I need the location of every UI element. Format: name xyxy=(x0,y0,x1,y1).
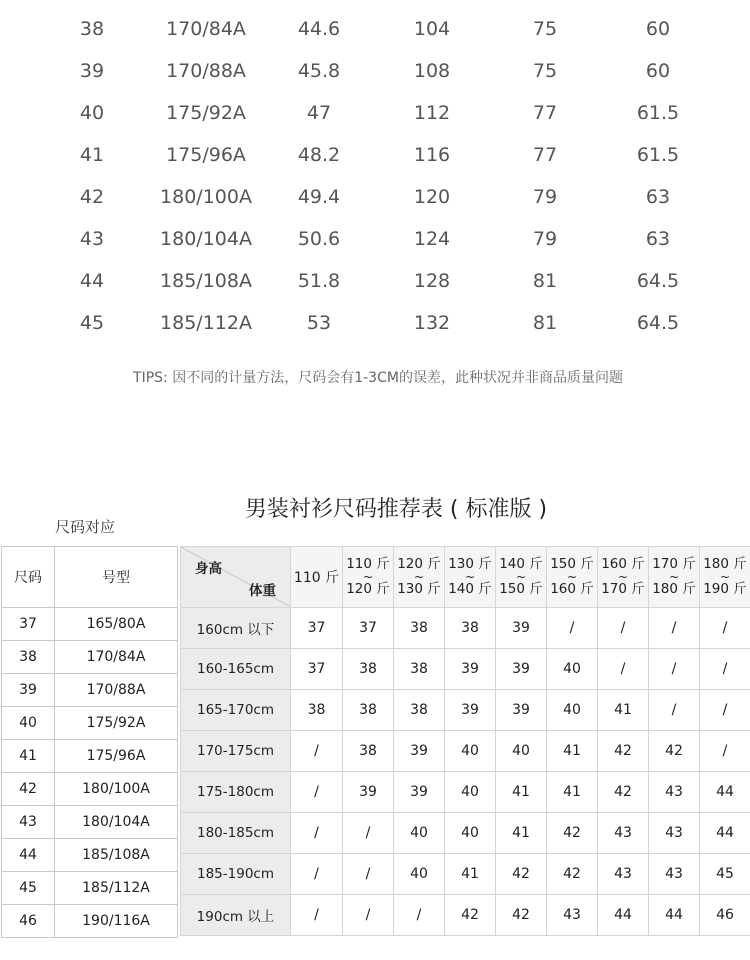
size-cell: 45 xyxy=(2,872,55,905)
size-measure-cell: 75 xyxy=(532,60,558,82)
recommended-size-cell: / xyxy=(343,895,394,936)
size-measure-cell: 61.5 xyxy=(636,102,680,124)
weight-range-from: 150 斤 xyxy=(550,556,594,572)
recommended-size-cell: / xyxy=(598,608,649,649)
recommended-size-cell: 43 xyxy=(598,854,649,895)
recommended-size-cell: 41 xyxy=(445,854,496,895)
recommended-size-cell: 45 xyxy=(700,854,750,895)
recommended-size-cell: / xyxy=(547,608,598,649)
size-cell: 44 xyxy=(2,839,55,872)
recommended-size-cell: 40 xyxy=(496,731,547,772)
recommended-size-cell: / xyxy=(649,690,700,731)
corner-header xyxy=(181,547,291,608)
recommended-size-cell: / xyxy=(343,813,394,854)
size-measure-row xyxy=(0,8,750,50)
height-range-label: 160cm 以下 xyxy=(181,608,291,649)
size-measure-cell: 50.6 xyxy=(297,228,341,250)
model-cell: 180/100A xyxy=(55,773,178,806)
recommended-size-cell: 40 xyxy=(394,854,445,895)
size-measure-cell: 170/84A xyxy=(166,18,246,40)
recommended-size-cell: 41 xyxy=(496,772,547,813)
recommended-size-cell: 42 xyxy=(496,895,547,936)
size-measure-cell: 116 xyxy=(413,144,451,166)
model-cell: 175/92A xyxy=(55,707,178,740)
size-measure-cell: 81 xyxy=(532,312,558,334)
recommended-size-cell: / xyxy=(343,854,394,895)
table-row xyxy=(181,690,750,731)
header-size: 尺码 xyxy=(2,547,55,608)
size-measure-cell: 38 xyxy=(79,18,105,40)
recommended-size-cell: 44 xyxy=(598,895,649,936)
size-measure-cell: 79 xyxy=(532,186,558,208)
weight-range-tilde: ~ xyxy=(719,570,731,584)
recommended-size-cell: / xyxy=(291,772,343,813)
recommended-size-cell: 41 xyxy=(547,731,598,772)
size-measure-row xyxy=(0,260,750,302)
recommended-size-cell: 40 xyxy=(445,772,496,813)
size-cell: 40 xyxy=(2,707,55,740)
size-measure-cell: 49.4 xyxy=(297,186,341,208)
recommended-size-cell: 42 xyxy=(598,772,649,813)
recommended-size-cell: 41 xyxy=(547,772,598,813)
subtitle-size-correspondence: 尺码对应 xyxy=(55,518,116,536)
size-measure-cell: 63 xyxy=(645,186,671,208)
weight-range-to: 160 斤 xyxy=(550,581,594,597)
weight-range-to: 180 斤 xyxy=(652,581,696,597)
size-measure-cell: 39 xyxy=(79,60,105,82)
size-measure-cell: 81 xyxy=(532,270,558,292)
table-row xyxy=(181,895,750,936)
size-measure-cell: 64.5 xyxy=(636,270,680,292)
size-measure-cell: 180/104A xyxy=(160,228,252,250)
weight-range-to: 150 斤 xyxy=(499,581,543,597)
recommended-size-cell: / xyxy=(291,813,343,854)
weight-column-header xyxy=(700,547,750,608)
weight-range-to: 190 斤 xyxy=(703,581,747,597)
recommended-size-cell: 43 xyxy=(598,813,649,854)
weight-column-header xyxy=(343,547,394,608)
recommended-size-cell: 37 xyxy=(343,608,394,649)
model-cell: 185/112A xyxy=(55,872,178,905)
recommended-size-cell: 40 xyxy=(547,649,598,690)
size-measure-cell: 185/108A xyxy=(160,270,252,292)
size-measure-cell: 44.6 xyxy=(297,18,341,40)
weight-range-from: 140 斤 xyxy=(499,556,543,572)
weight-range-from: 110 斤 xyxy=(346,556,390,572)
weight-range-from: 180 斤 xyxy=(703,556,747,572)
tips-note: TIPS: 因不同的计量方法，尺码会有1-3CM的误差，此种状况并非商品质量问题 xyxy=(133,370,623,386)
recommended-size-cell: / xyxy=(291,731,343,772)
size-measure-cell: 40 xyxy=(79,102,105,124)
table-row xyxy=(181,731,750,772)
size-measure-cell: 45.8 xyxy=(297,60,341,82)
recommended-size-cell: 39 xyxy=(496,690,547,731)
size-measure-row xyxy=(0,50,750,92)
size-cell: 37 xyxy=(2,608,55,641)
table-row xyxy=(2,773,178,806)
recommended-size-cell: 42 xyxy=(445,895,496,936)
recommended-size-cell: 46 xyxy=(700,895,750,936)
size-cell: 46 xyxy=(2,905,55,938)
size-cell: 39 xyxy=(2,674,55,707)
recommended-size-cell: 42 xyxy=(649,731,700,772)
weight-range-from: 170 斤 xyxy=(652,556,696,572)
size-measure-cell: 185/112A xyxy=(160,312,252,334)
table-row xyxy=(2,839,178,872)
size-cell: 42 xyxy=(2,773,55,806)
recommended-size-cell: 42 xyxy=(496,854,547,895)
recommended-size-cell: 43 xyxy=(649,854,700,895)
size-measure-cell: 63 xyxy=(645,228,671,250)
size-measure-list xyxy=(0,8,750,344)
size-measure-cell: 120 xyxy=(413,186,451,208)
size-measure-cell: 61.5 xyxy=(636,144,680,166)
weight-range-from: 110 斤 xyxy=(293,570,340,586)
weight-range-tilde: ~ xyxy=(617,570,629,584)
weight-column-header xyxy=(291,547,343,608)
size-measure-cell: 41 xyxy=(79,144,105,166)
recommended-size-cell: 37 xyxy=(291,608,343,649)
recommended-size-cell: 38 xyxy=(343,731,394,772)
model-cell: 175/96A xyxy=(55,740,178,773)
table-row xyxy=(181,854,750,895)
recommended-size-cell: 44 xyxy=(649,895,700,936)
height-range-label: 190cm 以上 xyxy=(181,895,291,936)
size-cell: 43 xyxy=(2,806,55,839)
size-measure-cell: 43 xyxy=(79,228,105,250)
size-cell: 38 xyxy=(2,641,55,674)
recommended-size-cell: 42 xyxy=(547,854,598,895)
weight-range-tilde: ~ xyxy=(464,570,476,584)
table-row xyxy=(2,740,178,773)
size-measure-cell: 124 xyxy=(413,228,451,250)
height-range-label: 165-170cm xyxy=(181,690,291,731)
size-measure-cell: 64.5 xyxy=(636,312,680,334)
weight-range-to: 140 斤 xyxy=(448,581,492,597)
weight-range-tilde: ~ xyxy=(668,570,680,584)
size-measure-cell: 79 xyxy=(532,228,558,250)
weight-column-header xyxy=(598,547,649,608)
recommended-size-cell: / xyxy=(700,608,750,649)
table-row xyxy=(2,872,178,905)
size-measure-cell: 47 xyxy=(306,102,332,124)
weight-range-tilde: ~ xyxy=(566,570,578,584)
size-measure-cell: 77 xyxy=(532,144,558,166)
recommended-size-cell: / xyxy=(291,854,343,895)
recommended-size-cell: 39 xyxy=(445,690,496,731)
weight-range-to: 170 斤 xyxy=(601,581,645,597)
size-measure-cell: 60 xyxy=(645,18,671,40)
table-row xyxy=(181,649,750,690)
size-measure-cell: 42 xyxy=(79,186,105,208)
recommended-size-cell: 40 xyxy=(445,731,496,772)
recommended-size-cell: 40 xyxy=(547,690,598,731)
size-measure-row xyxy=(0,134,750,176)
size-measure-cell: 108 xyxy=(413,60,451,82)
size-measure-row xyxy=(0,218,750,260)
recommended-size-cell: 38 xyxy=(343,690,394,731)
size-recommendation-table xyxy=(180,546,750,936)
recommended-size-cell: 39 xyxy=(394,731,445,772)
recommended-size-cell: 39 xyxy=(343,772,394,813)
recommended-size-cell: 40 xyxy=(394,813,445,854)
recommended-size-cell: 38 xyxy=(445,608,496,649)
size-cell: 41 xyxy=(2,740,55,773)
size-measure-cell: 44 xyxy=(79,270,105,292)
recommended-size-cell: 37 xyxy=(291,649,343,690)
recommended-size-cell: / xyxy=(394,895,445,936)
model-cell: 185/108A xyxy=(55,839,178,872)
recommended-size-cell: 39 xyxy=(496,608,547,649)
size-measure-cell: 51.8 xyxy=(297,270,341,292)
model-cell: 170/84A xyxy=(55,641,178,674)
size-measure-cell: 60 xyxy=(645,60,671,82)
height-range-label: 170-175cm xyxy=(181,731,291,772)
corner-height-label: 身高 xyxy=(195,561,222,577)
size-measure-row xyxy=(0,302,750,344)
table-row xyxy=(2,641,178,674)
model-cell: 190/116A xyxy=(55,905,178,938)
size-measure-cell: 180/100A xyxy=(160,186,252,208)
height-range-label: 180-185cm xyxy=(181,813,291,854)
recommended-size-cell: 38 xyxy=(394,608,445,649)
size-measure-cell: 170/88A xyxy=(166,60,246,82)
weight-column-header xyxy=(547,547,598,608)
weight-range-to: 130 斤 xyxy=(397,581,441,597)
weight-column-header xyxy=(394,547,445,608)
recommended-size-cell: 38 xyxy=(291,690,343,731)
size-measure-cell: 77 xyxy=(532,102,558,124)
recommended-size-cell: 39 xyxy=(394,772,445,813)
table-row xyxy=(2,707,178,740)
size-measure-row xyxy=(0,92,750,134)
recommended-size-cell: 38 xyxy=(343,649,394,690)
recommended-size-cell: / xyxy=(700,731,750,772)
weight-range-tilde: ~ xyxy=(413,570,425,584)
weight-range-from: 160 斤 xyxy=(601,556,645,572)
size-measure-cell: 132 xyxy=(413,312,451,334)
weight-column-header xyxy=(649,547,700,608)
page-title: 男装衬衫尺码推荐表 ( 标准版 ) xyxy=(244,497,548,522)
size-measure-cell: 45 xyxy=(79,312,105,334)
size-measure-cell: 112 xyxy=(413,102,451,124)
recommended-size-cell: 42 xyxy=(598,731,649,772)
model-cell: 170/88A xyxy=(55,674,178,707)
size-measure-cell: 128 xyxy=(413,270,451,292)
size-correspondence-table xyxy=(1,546,178,938)
recommended-size-cell: 38 xyxy=(394,690,445,731)
weight-column-header xyxy=(445,547,496,608)
recommended-size-cell: 39 xyxy=(445,649,496,690)
corner-weight-label: 体重 xyxy=(249,583,276,599)
size-measure-cell: 53 xyxy=(306,312,332,334)
header-model: 号型 xyxy=(55,547,178,608)
size-measure-cell: 75 xyxy=(532,18,558,40)
weight-range-from: 130 斤 xyxy=(448,556,492,572)
table-row xyxy=(2,608,178,641)
size-measure-cell: 175/96A xyxy=(166,144,246,166)
recommended-size-cell: 42 xyxy=(547,813,598,854)
recommended-size-cell: 44 xyxy=(700,813,750,854)
recommended-size-cell: 44 xyxy=(700,772,750,813)
recommended-size-cell: / xyxy=(291,895,343,936)
recommended-size-cell: / xyxy=(649,649,700,690)
weight-range-tilde: ~ xyxy=(362,570,374,584)
table-row xyxy=(181,608,750,649)
recommended-size-cell: 43 xyxy=(649,813,700,854)
size-measure-cell: 104 xyxy=(413,18,451,40)
model-cell: 165/80A xyxy=(55,608,178,641)
table-row xyxy=(181,813,750,854)
size-measure-cell: 48.2 xyxy=(297,144,341,166)
size-measure-cell: 175/92A xyxy=(166,102,246,124)
recommended-size-cell: 41 xyxy=(598,690,649,731)
recommended-size-cell: 41 xyxy=(496,813,547,854)
weight-column-header xyxy=(496,547,547,608)
model-cell: 180/104A xyxy=(55,806,178,839)
weight-range-tilde: ~ xyxy=(515,570,527,584)
recommended-size-cell: 38 xyxy=(394,649,445,690)
table-row xyxy=(2,806,178,839)
recommended-size-cell: 43 xyxy=(547,895,598,936)
recommended-size-cell: 40 xyxy=(445,813,496,854)
recommended-size-cell: / xyxy=(700,649,750,690)
size-measure-row xyxy=(0,176,750,218)
table-row xyxy=(2,905,178,938)
height-range-label: 185-190cm xyxy=(181,854,291,895)
table-row xyxy=(181,772,750,813)
weight-range-to: 120 斤 xyxy=(346,581,390,597)
recommended-size-cell: 43 xyxy=(649,772,700,813)
recommended-size-cell: / xyxy=(700,690,750,731)
table-row xyxy=(2,674,178,707)
recommended-size-cell: 39 xyxy=(496,649,547,690)
height-range-label: 175-180cm xyxy=(181,772,291,813)
recommended-size-cell: / xyxy=(649,608,700,649)
weight-range-from: 120 斤 xyxy=(397,556,441,572)
recommended-size-cell: / xyxy=(598,649,649,690)
height-range-label: 160-165cm xyxy=(181,649,291,690)
